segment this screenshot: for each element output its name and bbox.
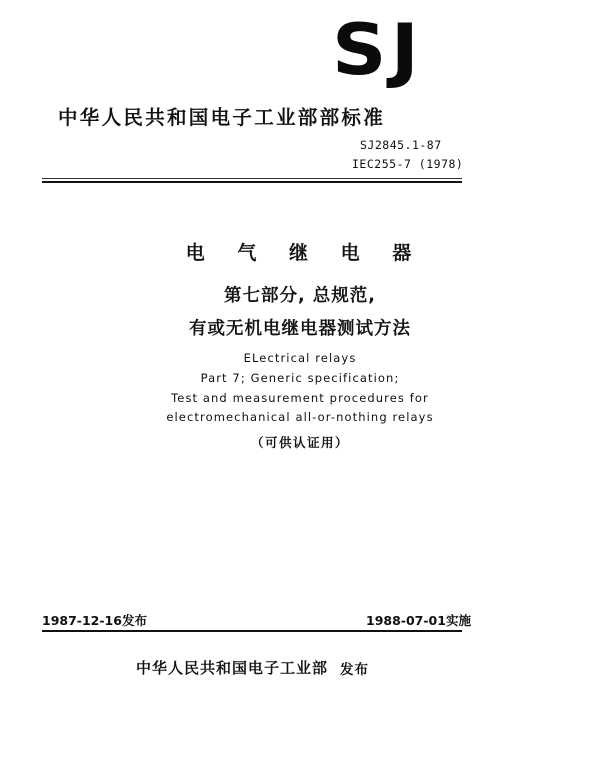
implementation-date: 1988-07-01实施 [366, 613, 471, 628]
english-title-line4: electromechanical all-or-nothing relays [166, 410, 434, 424]
trial-note: （可供认证用） [250, 435, 349, 450]
header-divider-thick [42, 181, 462, 183]
publisher-name: 中华人民共和国电子工业部 [136, 659, 329, 677]
iec-reference: IEC255-7 (1978) [352, 157, 464, 171]
document-subtitle-line2: 有或无机电继电器测试方法 [189, 319, 411, 339]
english-title-line3: Test and measurement procedures for [171, 391, 429, 405]
document-title: 电 气 继 电 器 [185, 242, 425, 264]
english-title-line2: Part 7; Generic specification; [200, 371, 400, 385]
publish-label: 发布 [340, 662, 369, 678]
header-divider [42, 178, 462, 183]
footer-divider [42, 630, 462, 632]
issue-date: 1987-12-16发布 [42, 613, 147, 628]
english-title-line1: ELectrical relays [243, 351, 357, 365]
header-divider-thin [42, 178, 462, 179]
standard-number: SJ2845.1-87 [360, 138, 442, 152]
sj-logo: SJ [332, 9, 424, 91]
document-subtitle-line1: 第七部分, 总规范, [224, 286, 376, 306]
issuer-title: 中华人民共和国电子工业部部标准 [58, 106, 386, 129]
